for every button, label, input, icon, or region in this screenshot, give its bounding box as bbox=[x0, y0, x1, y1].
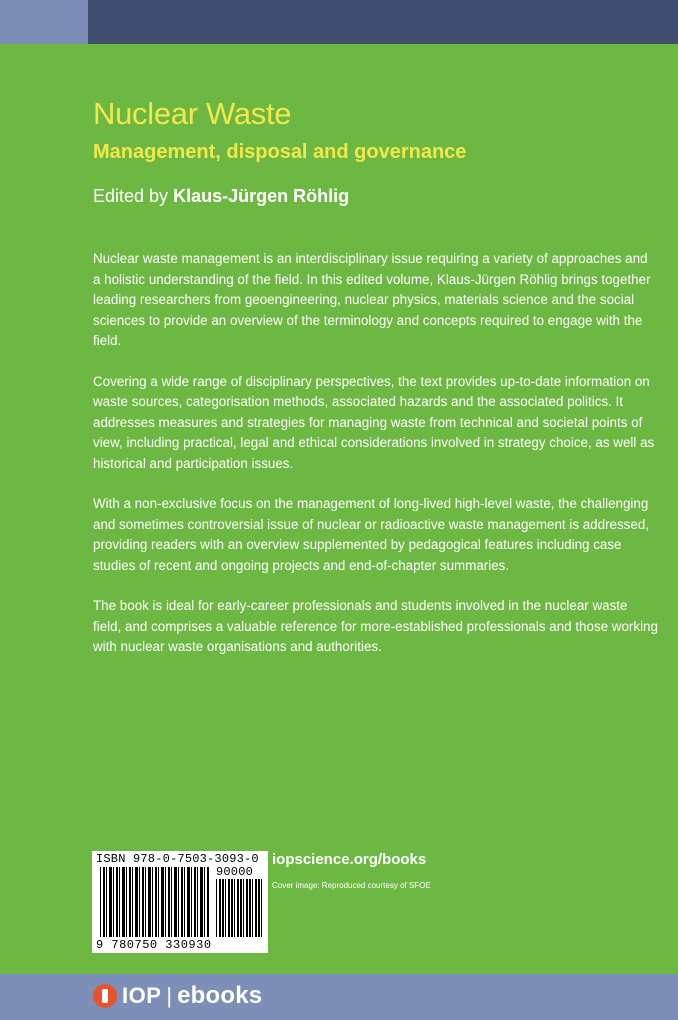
isbn-text: ISBN 978-0-7503-3093-0 bbox=[96, 852, 259, 866]
logo-separator: | bbox=[166, 983, 173, 1008]
editor-line bbox=[93, 186, 349, 207]
iop-ebooks-logo bbox=[93, 982, 262, 1010]
cover-credit: Cover image: Reproduced courtesy of SFOE bbox=[272, 881, 431, 890]
blurb-paragraph: With a non-exclusive focus on the management of long-lived high-level waste, the challenging and sometimes controversial issue of nuclear or radioactive waste management is addressed, providing readers with an overview supplemented by pedagogical features including case studies of recent and ongoing projects and end-of-chapter summaries. bbox=[93, 496, 649, 573]
barcode-addon-bars-icon bbox=[216, 879, 262, 937]
barcode-bars-icon bbox=[100, 867, 210, 937]
barcode-addon-number: 90000 bbox=[216, 865, 254, 879]
editor-name: Klaus-Jürgen Röhlig bbox=[173, 186, 350, 206]
blurb-paragraph: Nuclear waste management is an interdisciplinary issue requiring a variety of approaches and a holistic understanding of the field. In this edited volume, Klaus-Jürgen Röhlig brings together leading researchers from geoengineering, nuclear physics, materials science and the social sciences to provide an overview of the terminology and concepts required to engage with the field. bbox=[93, 251, 651, 348]
iop-logo-icon bbox=[93, 984, 117, 1008]
book-title: Nuclear Waste bbox=[93, 96, 292, 131]
blurb-paragraph: The book is ideal for early-career professionals and students involved in the nuclear waste field, and comprises a valuable reference for more-established professionals and those working with nuclear waste organisations and authorities. bbox=[93, 598, 658, 654]
book-blurb bbox=[93, 249, 658, 678]
top-bar-accent bbox=[0, 0, 88, 44]
edited-by-prefix: Edited by bbox=[93, 186, 169, 206]
blurb-paragraph: Covering a wide range of disciplinary perspectives, the text provides up-to-date information on waste sources, categorisation methods, associated hazards and the associated politics. It addresses measures and strategies for managing waste from technical and societal points of view, including practical, legal and ethical considerations involved in strategy choice, as well as historical and participation issues. bbox=[93, 373, 655, 471]
book-subtitle: Management, disposal and governance bbox=[93, 141, 467, 163]
logo-iop-text: IOP bbox=[122, 983, 162, 1008]
isbn-barcode bbox=[92, 851, 268, 953]
top-bar bbox=[88, 0, 678, 44]
ean-number: 9 780750 330930 bbox=[96, 938, 212, 952]
website-link[interactable]: iopscience.org/books bbox=[272, 851, 427, 868]
logo-ebooks-text: ebooks bbox=[177, 982, 263, 1009]
